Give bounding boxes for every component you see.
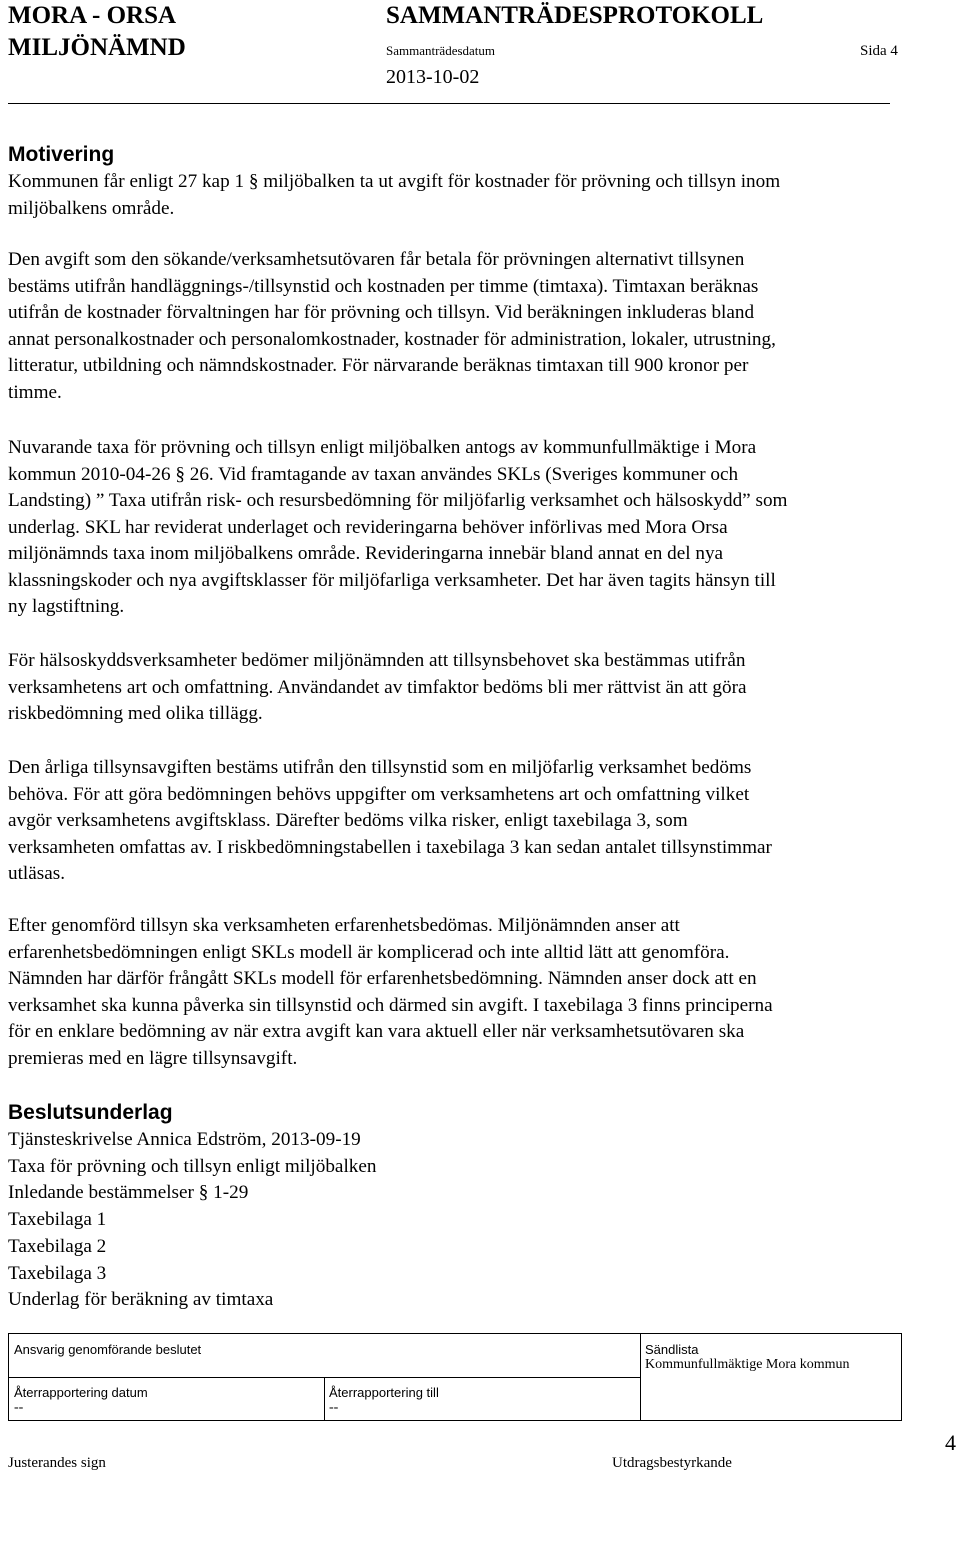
paragraph-6 [8, 913, 952, 1072]
text-line: Den avgift som den sökande/verksamhetsutövaren får betala för prövningen alternativt tillsynen [8, 249, 745, 270]
beslutsunderlag-heading: Beslutsunderlag [8, 1101, 173, 1124]
text-line: Den årliga tillsynsavgiften bestäms utifrån den tillsynstid som en miljöfarlig verksamhet bedöms [8, 757, 752, 778]
aterrapportering-datum-label: Återrapportering datum [14, 1385, 148, 1400]
aterrapportering-datum-value: -- [14, 1400, 24, 1415]
utdragsbestyrkande: Utdragsbestyrkande [612, 1455, 732, 1471]
org-name-line2: MILJÖNÄMND [8, 34, 186, 61]
text-line: underlag. SKL har reviderat underlaget och revideringarna behöver införlivas med Mora Orsa [8, 516, 728, 538]
box-divider [640, 1334, 641, 1420]
aterrapportering-till-value: -- [329, 1400, 339, 1415]
sandlista-value: Kommunfullmäktige Mora kommun [645, 1357, 850, 1372]
text-line: verksamheten omfattas av. I riskbedömningstabellen i taxebilaga 3 kan sedan antalet tillsynstimmar [8, 836, 772, 858]
text-line: bestäms utifrån handläggnings-/tillsynstid och kostnaden per timme (timtaxa). Timtaxan beräknas [8, 275, 759, 297]
text-line: Nämnden har därför frångått SKLs modell för erfarenhetsbedömning. Nämnden anser dock att en [8, 968, 757, 989]
text-line: annat personalkostnader och personalomkostnader, kostnader för administration, lokaler, utrustning, [8, 328, 776, 350]
paragraph-3 [8, 435, 952, 621]
list-item: Taxa för prövning och tillsyn enligt miljöbalken [8, 1155, 377, 1177]
doc-title: SAMMANTRÄDESPROTOKOLL [386, 2, 764, 29]
list-item: Underlag för beräkning av timtaxa [8, 1289, 274, 1311]
text-line: Nuvarande taxa för prövning och tillsyn enligt miljöbalken antogs av kommunfullmäktige i Mora [8, 437, 757, 458]
org-name-line1: MORA - ORSA [8, 2, 177, 29]
paragraph-4 [8, 648, 952, 728]
text-line: För hälsoskyddsverksamheter bedömer miljönämnden att tillsynsbehovet ska bestämmas utifrån [8, 650, 746, 671]
list-item: Taxebilaga 2 [8, 1235, 107, 1257]
text-line: utläsas. [8, 863, 66, 884]
decision-info-box [8, 1333, 902, 1421]
text-line: för en enklare bedömning av när extra avgift kan vara aktuell eller när verksamhetsutövaren ska [8, 1021, 745, 1042]
text-line: Landsting) ” Taxa utifrån risk- och resursbedömning för miljöfarlig verksamhet och hälsoskydd” som [8, 490, 788, 511]
aterrapportering-till-label: Återrapportering till [329, 1385, 439, 1400]
paragraph-2 [8, 247, 952, 406]
page-number: 4 [945, 1430, 956, 1455]
list-item: Taxebilaga 3 [8, 1262, 107, 1284]
text-line: miljönämnds taxa inom miljöbalkens område. Revideringarna innebär bland annat en del nya [8, 543, 724, 564]
ansvarig-label: Ansvarig genomförande beslutet [14, 1342, 202, 1357]
date-label: Sammanträdesdatum [386, 43, 496, 58]
text-line: litteratur, utbildning och nämndskostnader. För närvarande beräknas timtaxan till 900 kronor per [8, 355, 749, 376]
text-line: Kommunen får enligt 27 kap 1 § miljöbalken ta ut avgift för kostnader för prövning och tillsyn inom [8, 171, 781, 192]
paragraph-5 [8, 755, 952, 888]
text-line: verksamhet ska kunna påverka sin tillsynstid och därmed sin avgift. I taxebilaga 3 finns principerna [8, 994, 773, 1016]
text-line: premieras med en lägre tillsynsavgift. [8, 1047, 298, 1069]
text-line: ny lagstiftning. [8, 596, 125, 617]
text-line: utifrån de kostnader förvaltningen har för prövning och tillsyn. Vid beräkningen inkluderas bland [8, 302, 755, 323]
sandlista-label: Sändlista [645, 1342, 699, 1357]
header-rule [8, 103, 890, 104]
text-line: timme. [8, 381, 62, 403]
text-line: klassningskoder och nya avgiftsklasser för miljöfarliga verksamheter. Det har även tagits hänsyn till [8, 569, 776, 591]
list-item: Taxebilaga 1 [8, 1209, 107, 1231]
paragraph-1 [8, 169, 952, 222]
text-line: erfarenhetsbedömningen enligt SKLs modell är komplicerad och inte alltid lätt att genomföra. [8, 941, 730, 963]
box-divider [324, 1377, 325, 1420]
meeting-date: 2013-10-02 [386, 66, 480, 88]
page-label: Sida 4 [860, 43, 898, 59]
text-line: avgör verksamhetens avgiftsklass. Därefter bedöms vilka risker, enligt taxebilaga 3, som [8, 810, 688, 831]
text-line: kommun 2010-04-26 § 26. Vid framtagande av taxan användes SKLs (Sveriges kommuner och [8, 463, 739, 485]
text-line: verksamhetens art och omfattning. Användandet av timfaktor bedöms bli mer rättvist än att göra [8, 676, 747, 698]
text-line: behöva. För att göra bedömningen behövs uppgifter om verksamhetens art och omfattning vilket [8, 783, 750, 805]
list-item: Tjänsteskrivelse Annica Edström, 2013-09-19 [8, 1129, 361, 1150]
text-line: Efter genomförd tillsyn ska verksamheten erfarenhetsbedömas. Miljönämnden anser att [8, 915, 680, 936]
list-item: Inledande bestämmelser § 1-29 [8, 1182, 249, 1204]
motivering-heading: Motivering [8, 143, 115, 166]
text-line: miljöbalkens område. [8, 197, 175, 219]
text-line: riskbedömning med olika tillägg. [8, 703, 263, 724]
justerandes-sign: Justerandes sign [8, 1455, 106, 1471]
beslutsunderlag-list [8, 1127, 376, 1314]
